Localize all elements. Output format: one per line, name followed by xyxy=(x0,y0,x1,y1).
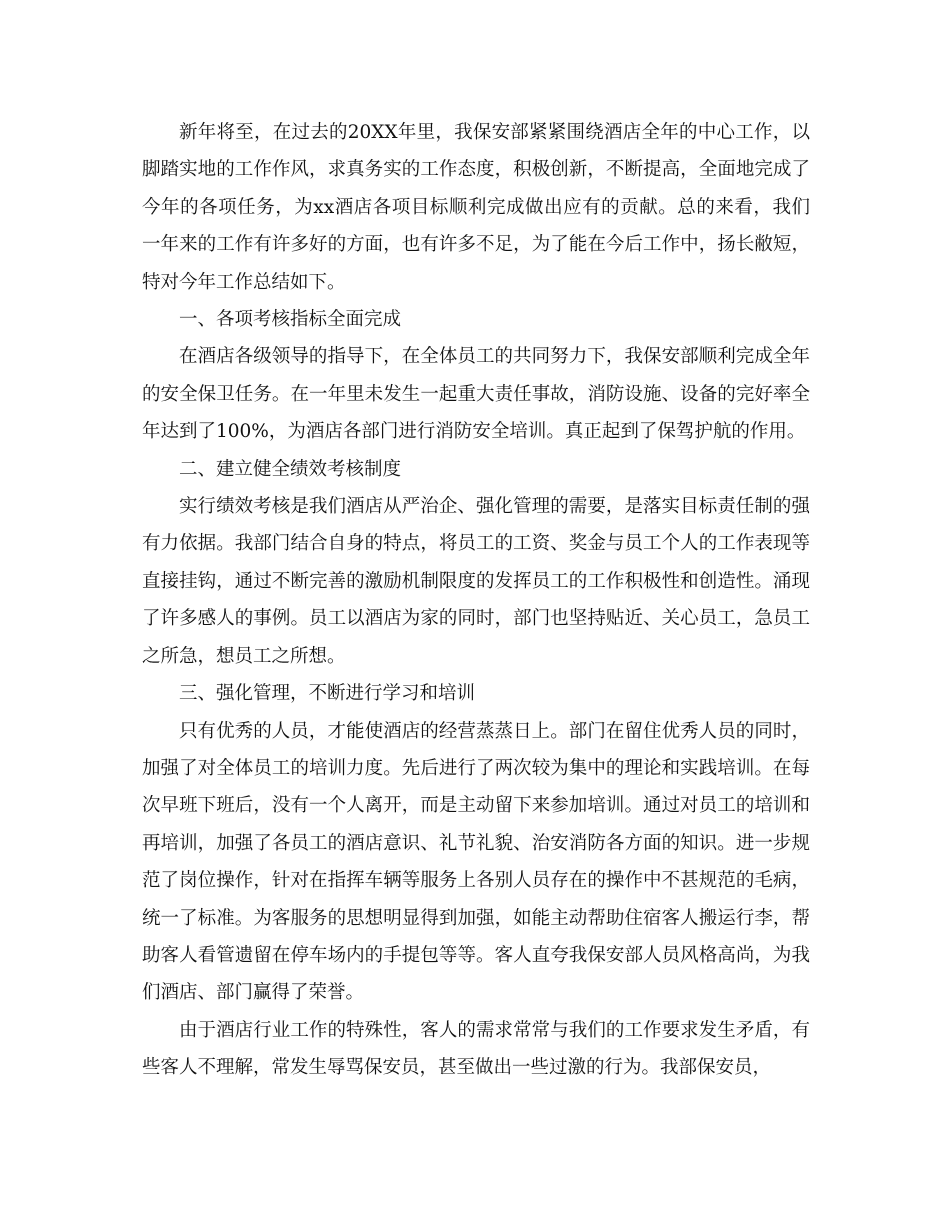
paragraph-section-1: 在酒店各级领导的指导下，在全体员工的共同努力下，我保安部顺利完成全年的安全保卫任务。在一年里未发生一起重大责任事故，消防设施、设备的完好率全年达到了100%，为酒店各部门进行消防安全培训。真正起到了保驾护航的作用。 xyxy=(142,346,810,443)
paragraph-section-2: 实行绩效考核是我们酒店从严治企、强化管理的需要，是落实目标责任制的强有力依据。我部门结合自身的特点，将员工的工资、奖金与员工个人的工作表现等直接挂钩，通过不断完善的激励机制限度的发挥员工的工作积极性和创造性。涌现了许多感人的事例。员工以酒店为家的同时，部门也坚持贴近、关心员工，急员工之所急，想员工之所想。 xyxy=(142,496,810,667)
paragraph-intro: 新年将至，在过去的20XX年里，我保安部紧紧围绕酒店全年的中心工作，以脚踏实地的工作作风，求真务实的工作态度，积极创新，不断提高，全面地完成了今年的各项任务，为xx酒店各项目标顺利完成做出应有的贡献。总的来看，我们一年来的工作有许多好的方面，也有许多不足，为了能在今后工作中，扬长敝短，特对今年工作总结如下。 xyxy=(142,122,810,293)
section-heading-1: 一、各项考核指标全面完成 xyxy=(179,309,402,331)
document-body xyxy=(142,114,810,1087)
section-heading-2: 二、建立健全绩效考核制度 xyxy=(179,458,402,480)
section-heading-3: 三、强化管理，不断进行学习和培训 xyxy=(179,683,476,705)
paragraph-section-3-continued: 由于酒店行业工作的特殊性，客人的需求常常与我们的工作要求发生矛盾，有些客人不理解，常发生辱骂保安员，甚至做出一些过激的行为。我部保安员， xyxy=(142,1019,810,1079)
paragraph-section-3: 只有优秀的人员，才能使酒店的经营蒸蒸日上。部门在留住优秀人员的同时，加强了对全体员工的培训力度。先后进行了两次较为集中的理论和实践培训。在每次早班下班后，没有一个人离开，而是主动留下来参加培训。通过对员工的培训和再培训，加强了各员工的酒店意识、礼节礼貌、治安消防各方面的知识。进一步规范了岗位操作，针对在指挥车辆等服务上各别人员存在的操作中不甚规范的毛病，统一了标准。为客服务的思想明显得到加强，如能主动帮助住宿客人搬运行李，帮助客人看管遗留在停车场内的手提包等等。客人直夸我保安部人员风格高尚，为我们酒店、部门赢得了荣誉。 xyxy=(142,720,810,1004)
